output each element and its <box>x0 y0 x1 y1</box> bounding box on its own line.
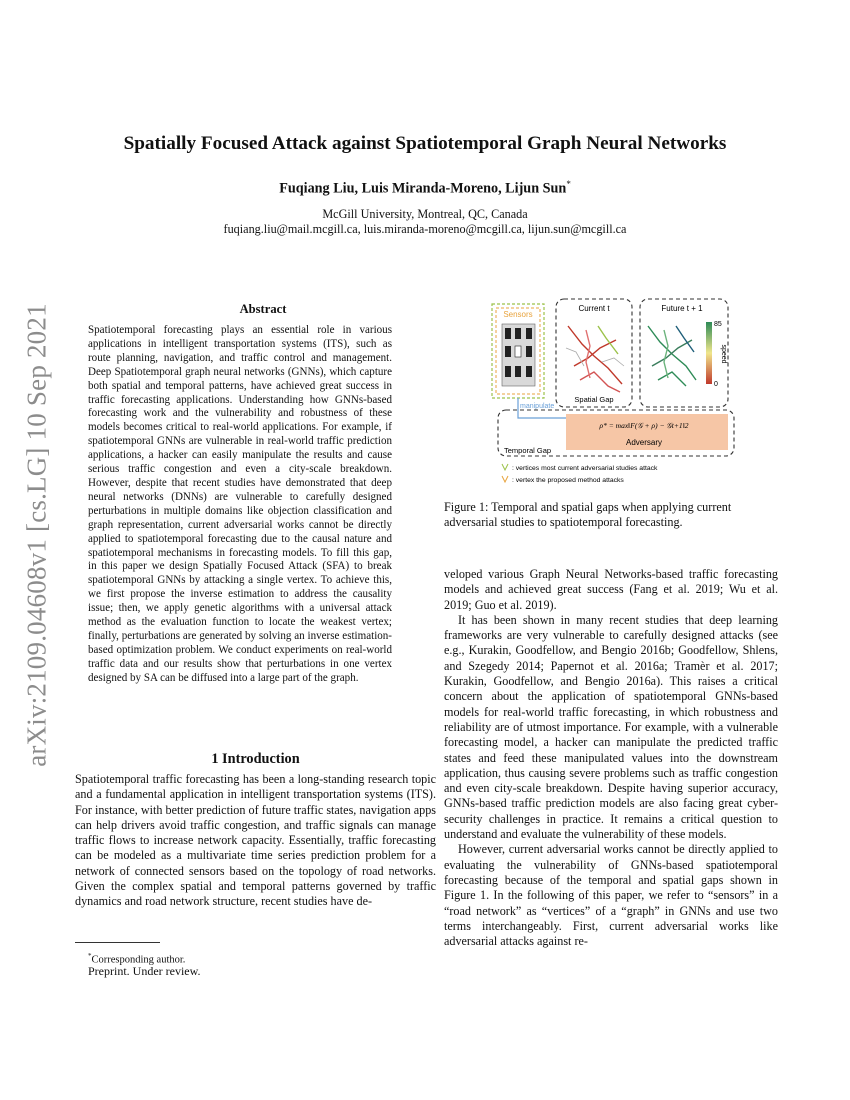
author-mark: * <box>566 179 571 189</box>
sensors-label: Sensors <box>503 310 533 319</box>
temporal-gap-label: Temporal Gap <box>504 446 552 455</box>
footnote-rule <box>75 942 160 943</box>
affiliation: McGill University, Montreal, QC, Canada <box>322 207 528 221</box>
paper-authors <box>60 179 790 198</box>
manipulate-label: manipulate <box>520 403 555 410</box>
abstract-text: Spatiotemporal forecasting plays an essential role in various applications in intelligent transportation systems (ITS), such as route planning, navigation, and traffic control and management. Deep Spatiotemporal graph neural networks (GNNs), which capture both spatial and temporal patterns, have achieved great success in traffic forecasting applications. Understanding how GNNs-based forecasting work and the vulnerability and robustness of these models becomes critical to real-world applications. For example, if spatiotemporal GNNs are vulnerable in real-world traffic prediction applications, a hacker can easily manipulate the results and cause serious traffic congestion and even a city-scale breakdown. However, despite that recent studies have demonstrated that deep neural networks (DNNs) are vulnerable to carefully designed perturbations in multiple domains like objection classification and graph representation, current adversarial works cannot be directly applied to spatiotemporal forecasting due to the causal nature and spatiotemporal mechanisms in forecasting models. To fill this gap, in this paper we design Spatially Focused Attack (SFA) to break spatiotemporal GNNs by attacking a single vertex. To achieve this, we first propose the inverse estimation to address the causality issue; then, we apply genetic algorithms with a universal attack method as the evaluation function to locate the weakest vertex; finally, perturbations are generated by solving an inverse estimation-based optimization problem. We conduct experiments on real-world traffic data and our results show that perturbations in one vertex designed by SA can be diffused into a large part of the graph. <box>88 324 392 684</box>
figure-1 <box>490 296 740 491</box>
colorbar-label: speed <box>720 344 727 364</box>
figure-caption: Figure 1: Temporal and spatial gaps when applying current adversarial studies to spatiotemporal forecasting. <box>444 500 732 530</box>
emails: fuqiang.liu@mail.mcgill.ca, luis.miranda-moreno@mcgill.ca, lijun.sun@mcgill.ca <box>223 222 627 236</box>
intro-right-p2: It has been shown in many recent studies that deep learning frameworks are very vulnerable to carefully designed attacks (see e.g., Kurakin, Goodfellow, and Bengio 2016b; Goodfellow, Shlens, and Szegedy 2014; Papernot et al. 2016a; Tramèr et al. 2017; Kurakin, Goodfellow, and Bengio 2016a). This raises a critical concern about the application of spatiotemporal GNNs-based models for real-world traffic forecasting, in which robustness and reliability are of utmost importance. For example, with a vulnerable forecasting model, a hacker can manipulate the predicted traffic states and feed these manipulated values into the downstream application, thus causing severe problems such as traffic congestion and even city-scale breakdown. Despite having superior accuracy, GNNs-based traffic prediction models are also facing great cyber-security challenges in practice. It remains a critical question to understand and evaluate the vulnerability of these models. <box>444 612 778 842</box>
current-label: Current t <box>578 304 610 313</box>
intro-right-text <box>444 567 778 949</box>
adversary-label: Adversary <box>625 438 663 447</box>
spatial-gap-label: Spatial Gap <box>574 395 614 404</box>
intro-right-p1: veloped various Graph Neural Networks-based traffic forecasting models and achieved great success (Fang et al. 2019; Wu et al. 2019; Guo et al. 2019). <box>444 567 778 612</box>
intro-right-p3: However, current adversarial works cannot be directly applied to evaluating the vulnerability of GNNs-based spatiotemporal forecasting because of the temporal and spatial gaps shown in Figure 1. In the following of this paper, we refer to “sensors” in a “road network” as “vertices” of a “graph” in GNNs and use two terms interchangeably. First, current adversarial works like adversarial attacks against re- <box>444 842 778 949</box>
adversary-formula: ρ* = max‖F(𝒢 + ρ) − 𝒢t+1‖2 <box>599 421 689 430</box>
colorbar-min: 0 <box>714 381 718 388</box>
arxiv-id: arXiv:2109.04608v1 [cs.LG] 10 Sep 2021 <box>21 303 52 767</box>
future-map-graphic <box>648 326 696 386</box>
author-names: Fuqiang Liu, Luis Miranda-Moreno, Lijun Sun <box>279 180 567 197</box>
affiliation-block <box>60 207 790 237</box>
colorbar-max: 85 <box>714 321 722 328</box>
future-panel <box>640 299 728 407</box>
preprint-note: Preprint. Under review. <box>88 964 201 978</box>
paper-title: Spatially Focused Attack against Spatiotemporal Graph Neural Networks <box>123 133 727 154</box>
abstract-heading: Abstract <box>239 302 287 316</box>
intro-left-text: Spatiotemporal traffic forecasting has been a long-standing research topic and a fundamental application in intelligent transportation systems (ITS). For instance, with better prediction of future traffic states, navigation apps can help drivers avoid traffic congestion, and traffic signals can manage traffic flows to increase network capacity. Essentially, traffic forecasting can be modeled as a multivariate time series prediction problem for a network of connected sensors based on the topology of road networks. Given the complex spatial and temporal patterns governed by traffic dynamics and road network structure, recent studies have de- <box>75 772 436 909</box>
arxiv-sidebar <box>17 300 57 770</box>
footnote-text: Corresponding author. <box>91 954 186 966</box>
legend-vertex-icon <box>502 476 508 482</box>
legend-vertices-icon <box>502 464 508 470</box>
footnote-mark: * <box>88 952 92 960</box>
section-heading-introduction: 1 Introduction <box>211 751 300 767</box>
current-map-graphic <box>566 326 624 392</box>
speed-colorbar <box>706 322 712 384</box>
legend-2: : vertex the proposed method attacks <box>512 477 624 484</box>
legend-1: : vertices most current adversarial studies attack <box>512 465 658 472</box>
future-label: Future t + 1 <box>661 304 703 313</box>
sensor-grid-icon <box>502 324 535 386</box>
